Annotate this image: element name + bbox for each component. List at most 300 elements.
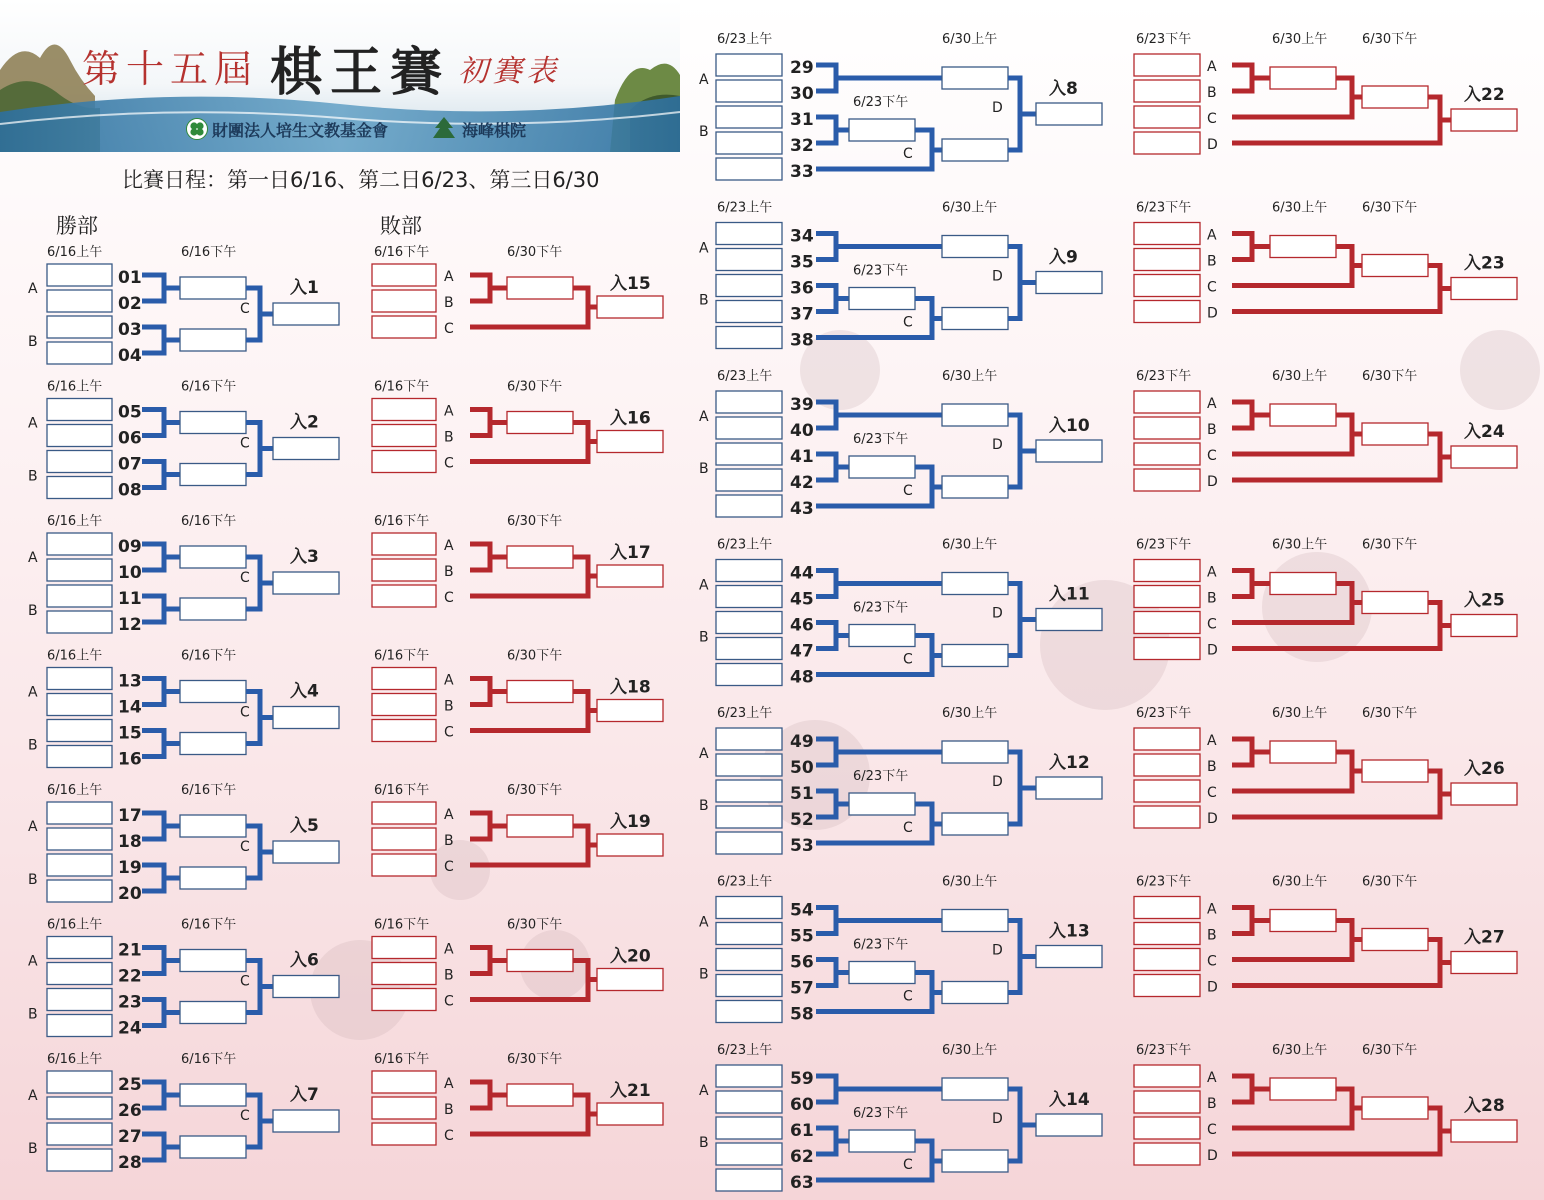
player-entry-box (716, 443, 782, 465)
slot-a-label: A (1207, 733, 1217, 749)
round2-date-label: 6/16下午 (181, 648, 237, 664)
losers-entry-box (372, 802, 436, 824)
losers-entry-box (1134, 754, 1200, 776)
player-seed-number: 31 (790, 110, 814, 130)
losers-round2-date-label: 6/30下午 (507, 379, 563, 395)
five-round2-date-label: 6/23下午 (853, 432, 909, 447)
bracket-line (816, 454, 836, 480)
player-entry-box (47, 1071, 112, 1093)
advance-entry-box (1036, 1114, 1102, 1136)
losers-round2-box (1270, 741, 1336, 763)
losers-advance-box (1451, 1120, 1517, 1142)
player-seed-number: 61 (790, 1121, 814, 1141)
player-seed-number: 06 (118, 428, 142, 449)
player-entry-box (47, 477, 112, 499)
player-seed-number: 11 (118, 589, 142, 609)
slot-a-label: A (444, 269, 454, 285)
match-c-label: C (240, 435, 250, 452)
losers-entry-box (372, 533, 436, 555)
bracket-line (1008, 415, 1020, 487)
round2-date-label: 6/16下午 (181, 514, 237, 529)
losers4-round1-date-label: 6/23下午 (1136, 537, 1192, 553)
player-entry-box (47, 290, 112, 312)
advance-label: 入20 (610, 946, 651, 967)
losers-round2-date-label: 6/30下午 (507, 783, 563, 798)
match-c-label: C (240, 704, 250, 721)
player-entry-box (716, 949, 782, 971)
round1-date-label: 6/16上午 (47, 648, 103, 664)
slot-b-label: B (1207, 590, 1217, 607)
slot-c-label: C (444, 321, 454, 337)
bracket-line (142, 327, 164, 353)
slot-d-label: D (1207, 305, 1218, 322)
semifinal-entry-box (942, 67, 1008, 89)
five-final-date-label: 6/30上午 (942, 1043, 998, 1058)
bracket-line (470, 275, 490, 301)
bracket-line (1232, 234, 1252, 260)
five-final-date-label: 6/30上午 (942, 706, 998, 721)
player-entry-box (716, 158, 782, 180)
slot-a-label: A (1207, 564, 1217, 581)
semifinal-entry-box (942, 741, 1008, 763)
round2-date-label: 6/16下午 (181, 783, 237, 798)
player-entry-box (716, 1001, 782, 1023)
five-final-date-label: 6/30上午 (942, 537, 998, 553)
five-round2-date-label: 6/23下午 (853, 769, 909, 784)
match-d-label: D (992, 100, 1003, 116)
match-c-label: C (240, 839, 250, 855)
losers-entry-box (1134, 1117, 1200, 1139)
slot-b-label: B (1207, 927, 1217, 944)
round2-entry-box (849, 625, 915, 647)
slot-a-label: A (444, 941, 454, 958)
slot-a-label: A (444, 403, 454, 420)
losers4-final-date-label: 6/30下午 (1362, 32, 1418, 47)
bracket-line (816, 571, 836, 597)
player-entry-box (47, 694, 112, 716)
losers-entry-box (372, 1071, 436, 1093)
losers4-final-date-label: 6/30下午 (1362, 369, 1418, 384)
round2-entry-box (849, 119, 915, 141)
match-d-label: D (992, 268, 1003, 285)
round2-entry-box (849, 288, 915, 310)
advance-label: 入14 (1049, 1090, 1090, 1110)
pair-b-label: B (28, 603, 38, 619)
round2-entry-box (849, 793, 915, 815)
slot-c-label: C (444, 455, 454, 472)
advance-label: 入5 (290, 816, 319, 836)
player-entry-box (716, 54, 782, 76)
player-entry-box (716, 612, 782, 634)
bracket-line (142, 679, 164, 705)
player-entry-box (47, 1097, 112, 1119)
semifinal-entry-box (942, 645, 1008, 667)
advance-entry-box (1036, 609, 1102, 631)
semifinal-entry-box (942, 573, 1008, 595)
losers-round3-box (1362, 592, 1428, 614)
round2-entry-box (180, 1002, 246, 1024)
round2-date-label: 6/16下午 (181, 1052, 237, 1067)
pair-b-label: B (28, 468, 38, 485)
group-a-label: A (699, 746, 709, 762)
losers-entry-box (1134, 223, 1200, 245)
five-round1-date-label: 6/23上午 (717, 874, 773, 890)
academy-name: 海峰棋院 (462, 121, 527, 140)
advance-entry-box (1036, 777, 1102, 799)
slot-b-label: B (444, 1102, 454, 1118)
bracket-line (470, 948, 490, 974)
bracket-line (1008, 584, 1020, 656)
losers-round2-box (507, 681, 573, 703)
player-entry-box (47, 559, 112, 581)
round2-entry-box (180, 412, 246, 434)
losers-entry-box (372, 963, 436, 985)
bracket-line (816, 286, 836, 312)
match-d-label: D (992, 1111, 1003, 1127)
slot-a-label: A (444, 538, 454, 554)
losers4-final-date-label: 6/30下午 (1362, 706, 1418, 721)
slot-c-label: C (1207, 785, 1217, 801)
losers4-round1-date-label: 6/23下午 (1136, 1043, 1192, 1058)
advance-label: 入28 (1464, 1096, 1505, 1116)
round2-entry-box (180, 1136, 246, 1158)
slot-a-label: A (1207, 1070, 1217, 1086)
advance-label: 入16 (610, 408, 651, 429)
advance-entry-box (273, 1110, 339, 1132)
losers-round3-box (1362, 86, 1428, 108)
advance-entry-box (273, 438, 339, 460)
advance-entry-box (273, 303, 339, 325)
five-final-date-label: 6/30上午 (942, 874, 998, 890)
advance-label: 入24 (1464, 422, 1505, 442)
losers-round2-box (507, 815, 573, 837)
losers-round1-date-label: 6/16下午 (374, 379, 430, 395)
losers4-round2-date-label: 6/30上午 (1272, 537, 1328, 553)
bracket-line (142, 596, 164, 622)
round2-entry-box (180, 950, 246, 972)
slot-b-label: B (1207, 85, 1217, 101)
slot-d-label: D (1207, 811, 1218, 827)
player-entry-box (47, 585, 112, 607)
player-seed-number: 22 (118, 966, 142, 987)
losers-entry-box (1134, 638, 1200, 660)
losers4-round1-date-label: 6/23下午 (1136, 32, 1192, 47)
losers-advance-box (597, 1103, 663, 1125)
match-c-label: C (240, 570, 250, 586)
player-seed-number: 12 (118, 615, 142, 635)
losers-entry-box (372, 451, 436, 473)
slot-d-label: D (1207, 474, 1218, 490)
advance-label: 入8 (1049, 79, 1078, 99)
slot-b-label: B (1207, 1096, 1217, 1112)
advance-entry-box (1036, 272, 1102, 294)
player-entry-box (716, 754, 782, 776)
losers-round1-date-label: 6/16下午 (374, 648, 430, 664)
losers-round1-date-label: 6/16下午 (374, 1052, 430, 1067)
losers-entry-box (1134, 975, 1200, 997)
bracket-line (816, 65, 836, 91)
player-seed-number: 44 (790, 563, 814, 584)
losers4-round1-date-label: 6/23下午 (1136, 200, 1192, 216)
group-b-label: B (699, 629, 709, 646)
slot-d-label: D (1207, 979, 1218, 996)
advance-label: 入1 (290, 278, 319, 298)
match-c-label: C (903, 483, 913, 499)
player-seed-number: 10 (118, 563, 142, 583)
group-b-label: B (699, 461, 709, 477)
player-seed-number: 51 (790, 784, 814, 804)
losers-entry-box (372, 425, 436, 447)
player-seed-number: 56 (790, 952, 814, 973)
player-entry-box (716, 469, 782, 491)
losers4-round2-date-label: 6/30上午 (1272, 874, 1328, 890)
player-entry-box (716, 780, 782, 802)
bracket-line (816, 402, 836, 428)
player-entry-box (716, 301, 782, 323)
bracket-line (470, 1082, 490, 1108)
player-entry-box (47, 1123, 112, 1145)
losers-entry-box (1134, 1143, 1200, 1165)
bracket-line (816, 1076, 836, 1102)
player-entry-box (716, 1117, 782, 1139)
slot-a-label: A (444, 1076, 454, 1092)
player-entry-box (47, 1149, 112, 1171)
group-a-label: A (699, 1083, 709, 1099)
round2-date-label: 6/16下午 (181, 917, 237, 933)
bracket-line (1008, 78, 1020, 150)
round2-entry-box (180, 867, 246, 889)
player-entry-box (716, 80, 782, 102)
slot-c-label: C (1207, 279, 1217, 296)
player-seed-number: 33 (790, 162, 814, 182)
losers-advance-box (1451, 615, 1517, 637)
losers-advance-box (1451, 278, 1517, 300)
losers-round1-date-label: 6/16下午 (374, 917, 430, 933)
group-b-label: B (699, 292, 709, 309)
player-seed-number: 15 (118, 723, 142, 744)
slot-b-label: B (444, 833, 454, 849)
player-seed-number: 16 (118, 749, 142, 770)
losers-entry-box (372, 720, 436, 742)
advance-label: 入25 (1464, 590, 1505, 611)
losers4-final-date-label: 6/30下午 (1362, 200, 1418, 216)
player-seed-number: 08 (118, 480, 142, 501)
round2-entry-box (180, 1084, 246, 1106)
player-entry-box (716, 923, 782, 945)
losers-entry-box (372, 1097, 436, 1119)
slot-c-label: C (1207, 448, 1217, 464)
pair-b-label: B (28, 334, 38, 350)
five-final-date-label: 6/30上午 (942, 369, 998, 384)
losers-advance-box (1451, 446, 1517, 468)
bracket-line (1232, 402, 1252, 428)
player-entry-box (716, 223, 782, 245)
slot-b-label: B (444, 564, 454, 580)
player-entry-box (716, 586, 782, 608)
player-entry-box (716, 495, 782, 517)
slot-b-label: B (444, 295, 454, 311)
bracket-line (142, 462, 164, 488)
player-seed-number: 03 (118, 320, 142, 340)
five-round2-date-label: 6/23下午 (853, 600, 909, 616)
player-seed-number: 43 (790, 499, 814, 519)
losers4-round2-date-label: 6/30上午 (1272, 32, 1328, 47)
player-seed-number: 17 (118, 806, 142, 826)
losers-round2-box (507, 950, 573, 972)
player-entry-box (47, 720, 112, 742)
stage-title: 初賽表 (458, 54, 560, 89)
bracket-line (816, 908, 836, 934)
bracket-line (1232, 65, 1252, 91)
slot-b-label: B (1207, 422, 1217, 438)
match-c-label: C (903, 146, 913, 162)
group-a-label: A (699, 577, 709, 594)
player-seed-number: 20 (118, 884, 142, 904)
losers-entry-box (1134, 586, 1200, 608)
advance-label: 入15 (610, 274, 651, 294)
advance-entry-box (273, 707, 339, 729)
player-seed-number: 60 (790, 1095, 814, 1115)
losers-entry-box (372, 264, 436, 286)
advance-entry-box (273, 572, 339, 594)
player-seed-number: 18 (118, 832, 142, 852)
losers-advance-box (597, 565, 663, 587)
player-seed-number: 63 (790, 1173, 814, 1193)
round2-entry-box (180, 681, 246, 703)
advance-label: 入3 (290, 547, 319, 567)
losers-entry-box (372, 937, 436, 959)
player-seed-number: 36 (790, 278, 814, 299)
losers-round2-box (507, 546, 573, 568)
player-entry-box (47, 963, 112, 985)
player-seed-number: 23 (118, 992, 142, 1013)
losers4-round1-date-label: 6/23下午 (1136, 706, 1192, 721)
match-c-label: C (240, 973, 250, 990)
losers-round2-box (507, 1084, 573, 1106)
losers-advance-box (1451, 109, 1517, 131)
losers-entry-box (1134, 1065, 1200, 1087)
player-entry-box (47, 828, 112, 850)
losers-advance-box (597, 296, 663, 318)
player-entry-box (47, 611, 112, 633)
bracket-line (816, 739, 836, 765)
advance-label: 入27 (1464, 927, 1505, 948)
match-c-label: C (903, 314, 913, 331)
losers-entry-box (372, 399, 436, 421)
five-round1-date-label: 6/23上午 (717, 369, 773, 384)
match-d-label: D (992, 437, 1003, 453)
bracket-line (470, 679, 490, 705)
losers-round3-box (1362, 255, 1428, 277)
match-d-label: D (992, 774, 1003, 790)
player-entry-box (716, 1143, 782, 1165)
five-round1-date-label: 6/23上午 (717, 32, 773, 47)
losers-entry-box (372, 585, 436, 607)
bracket-line (142, 275, 164, 301)
losers-advance-box (1451, 783, 1517, 805)
losers-entry-box (1134, 923, 1200, 945)
edition-title: 第十五屆 (82, 47, 259, 91)
slot-a-label: A (1207, 59, 1217, 75)
player-seed-number: 52 (790, 810, 814, 830)
five-round2-date-label: 6/23下午 (853, 95, 909, 110)
match-c-label: C (240, 1108, 250, 1124)
losers-round3-box (1362, 929, 1428, 951)
losers4-final-date-label: 6/30下午 (1362, 1043, 1418, 1058)
bracket-line (1232, 1076, 1252, 1102)
losers-round2-date-label: 6/30下午 (507, 245, 563, 260)
bracket-line (1008, 921, 1020, 993)
losers-round1-date-label: 6/16下午 (374, 245, 430, 260)
losers-entry-box (372, 316, 436, 338)
player-seed-number: 62 (790, 1147, 814, 1167)
losers-entry-box (372, 828, 436, 850)
bracket-line (1232, 908, 1252, 934)
losers-entry-box (1134, 728, 1200, 750)
player-seed-number: 01 (118, 268, 142, 288)
slot-b-label: B (1207, 253, 1217, 270)
player-seed-number: 19 (118, 858, 142, 878)
group-a-label: A (699, 240, 709, 257)
losers-entry-box (1134, 301, 1200, 323)
slot-c-label: C (1207, 111, 1217, 127)
pair-a-label: A (28, 550, 38, 566)
match-c-label: C (240, 301, 250, 317)
losers-entry-box (1134, 560, 1200, 582)
player-seed-number: 50 (790, 758, 814, 778)
player-seed-number: 39 (790, 395, 814, 415)
player-seed-number: 46 (790, 615, 814, 636)
player-entry-box (716, 417, 782, 439)
player-entry-box (716, 897, 782, 919)
player-entry-box (716, 249, 782, 271)
bracket-line (142, 1134, 164, 1160)
match-c-label: C (903, 820, 913, 836)
round1-date-label: 6/16上午 (47, 514, 103, 529)
semifinal-entry-box (942, 910, 1008, 932)
pair-a-label: A (28, 415, 38, 432)
player-seed-number: 05 (118, 402, 142, 423)
losers4-round2-date-label: 6/30上午 (1272, 200, 1328, 216)
bracket-line (142, 731, 164, 757)
losers-entry-box (1134, 54, 1200, 76)
losers-entry-box (1134, 612, 1200, 634)
player-seed-number: 21 (118, 940, 142, 961)
losers-round2-box (507, 277, 573, 299)
slot-a-label: A (1207, 901, 1217, 918)
losers4-final-date-label: 6/30下午 (1362, 874, 1418, 890)
five-final-date-label: 6/30上午 (942, 32, 998, 47)
slot-b-label: B (444, 967, 454, 984)
round2-entry-box (180, 733, 246, 755)
player-entry-box (47, 989, 112, 1011)
winners-section-label: 勝部 (56, 214, 98, 238)
slot-c-label: C (1207, 616, 1217, 633)
losers-entry-box (1134, 897, 1200, 919)
player-seed-number: 14 (118, 697, 142, 718)
round2-entry-box (180, 598, 246, 620)
advance-label: 入4 (290, 681, 319, 702)
player-seed-number: 35 (790, 252, 814, 273)
losers-entry-box (1134, 106, 1200, 128)
slot-c-label: C (1207, 953, 1217, 970)
semifinal-entry-box (942, 404, 1008, 426)
player-seed-number: 07 (118, 454, 142, 475)
losers-entry-box (372, 694, 436, 716)
round1-date-label: 6/16上午 (47, 1052, 103, 1067)
semifinal-entry-box (942, 1078, 1008, 1100)
player-seed-number: 13 (118, 671, 142, 692)
